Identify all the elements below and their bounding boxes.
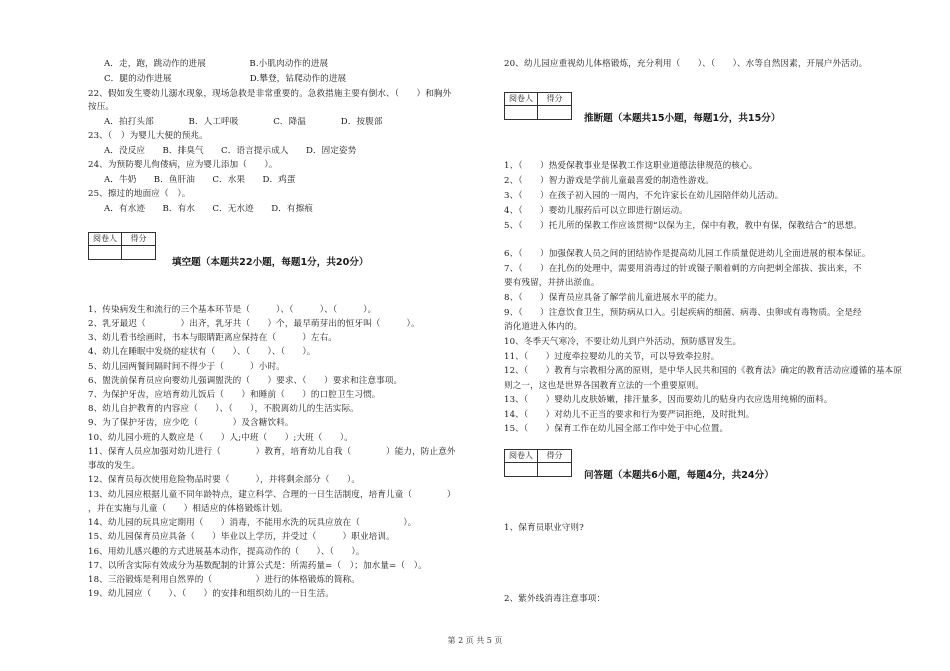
- option-line: A．有水迹 B．有水 C．无水迹 D．有擦痕: [104, 204, 313, 214]
- judge-item-cont: 要有残留，并挤出淤血。: [504, 278, 600, 288]
- judge-item: 3、（ ）在孩子初入园的一周内，不允许家长在幼儿园陪伴幼儿活动。: [504, 191, 784, 201]
- judge-item: 13、（ ）婴幼儿皮肤娇嫩，排汗量多，因而要幼儿的贴身内衣应选用纯棉的面料。: [504, 395, 833, 405]
- reviewer-label: 阅卷人: [89, 233, 122, 246]
- fill-item: 2、乳牙最迟（ ）出齐，乳牙共（ ）个，最早萌芽出的恒牙叫（ ）。: [88, 319, 420, 329]
- question-20: 20、幼儿园应重视幼儿体格锻炼，充分利用（ ）、（ ）、水等自然因素，开展户外活动。: [504, 59, 868, 69]
- qa-item: 1、保育员职业守则?: [504, 523, 584, 533]
- fill-item: 7、为保护牙齿，应培育幼儿饭后（ ）和睡前（ ）的口腔卫生习惯。: [88, 390, 381, 400]
- reviewer-cell: [505, 106, 538, 119]
- fill-item-cont: 事故的发生。: [88, 461, 141, 471]
- fill-item: 18、三浴锻炼是利用自然界的（ ）进行的体格锻炼的简称。: [88, 575, 360, 585]
- judge-item: 8、（ ）保育员应具备了解学前儿童进展水平的能力。: [504, 293, 723, 303]
- judge-item: 1、（ ）热爱保教事业是保教工作这职业道德法律规范的核心。: [504, 161, 758, 171]
- option-line: A．牛奶 B．鱼肝油 C．水果 D．鸡蛋: [104, 175, 296, 185]
- score-cell: [538, 106, 571, 119]
- question-23: 23、（ ）为婴儿大便的预兆。: [88, 131, 208, 141]
- page-footer: 第 2 页 共 5 页: [447, 636, 503, 645]
- judge-item: 12、（ ）教育与宗教相分离的原则，是中华人民共和国的《教育法》确定的教育活动应遵循的基本原: [504, 366, 903, 376]
- fill-item: 8、幼儿自护教育的内容应（ ）、（ ），不脱离幼儿的生活实际。: [88, 404, 359, 414]
- judge-item: 4、（ ）婴幼儿服药后可以立即进行剧运动。: [504, 206, 688, 216]
- score-box-judge: [504, 92, 572, 120]
- fill-item: 19、幼儿园应（ ）、（ ）的安排和组织幼儿的一日生活。: [88, 589, 334, 599]
- fill-item: 12、保育员每次使用危险物品时要（ ），并将剩余部分（ ）。: [88, 475, 361, 485]
- reviewer-label: 阅卷人: [505, 93, 538, 106]
- option-line: C．腿的动作进展 D.攀登，钻爬动作的进展: [104, 74, 347, 84]
- judge-item: 2、（ ）智力游戏是学前儿童最喜爱的制造性游戏。: [504, 176, 714, 186]
- fill-item: 11、保育人员应加强对幼儿进行（ ）教育，培育幼儿自我（ ）能力，防止意外: [88, 447, 456, 457]
- fill-item: 13、幼儿园应根据儿童不同年龄特点，建立科学、合理的一日生活制度，培育儿童（ ）: [88, 490, 456, 500]
- judge-item: 9、（ ）注意饮食卫生，预防病从口入。引起疾病的细菌、病毒、虫卵或有毒物质。全是经: [504, 308, 862, 318]
- fill-item-cont: ，并在实施与儿童（ ）相适应的体格锻炼计划。: [88, 504, 288, 514]
- section-title-fill: 填空题（本题共22小题，每题1分，共20分）: [172, 257, 369, 268]
- judge-item: 5、（ ）托儿所的保教工作应该贯彻“以保为主，保中有教，教中有保，保教结合”的思想。: [504, 221, 863, 231]
- option-line: A．走，跑，跳动作的进展 B.小肌肉动作的进展: [104, 59, 329, 69]
- fill-item: 1、传染病发生和流行的三个基本环节是（ ）、（ ）、（ ）。: [88, 305, 377, 315]
- reviewer-label: 阅卷人: [505, 450, 538, 463]
- reviewer-cell: [505, 463, 538, 476]
- judge-item: 6、（ ）加强保教人员之间的团结协作是提高幼儿园工作质量促进幼儿全面进展的根本保证。: [504, 249, 871, 259]
- question-24: 24、为预防婴儿佝偻病，应为婴儿添加（ ）。: [88, 160, 278, 170]
- section-title-qa: 问答题（本题共6小题，每题4分，共24分）: [584, 470, 774, 481]
- judge-item: 14、（ ）对幼儿不正当的要求和行为要严词拒绝，及时批判。: [504, 410, 755, 420]
- qa-item: 2、紫外线消毒注意事项：: [504, 594, 606, 604]
- fill-item: 17、以所含实际有效成分为基数配制的计算公式是：所需药量=（ ）；加水量=（ ）。: [88, 561, 427, 571]
- score-label: 得分: [538, 93, 571, 106]
- question-25: 25、擦过的地面应（ ）。: [88, 189, 191, 199]
- judge-item-cont: 消化道进入体内的。: [504, 322, 583, 332]
- fill-item: 5、幼儿园两餐间隔时间不得少于（ ）小时。: [88, 362, 285, 372]
- fill-item: 9、为了保护牙齿，应少吃（ ）及含糖饮料。: [88, 418, 294, 428]
- reviewer-cell: [89, 246, 122, 259]
- judge-item: 15、（ ）保育工作在幼儿园全部工作中处于中心位置。: [504, 424, 729, 434]
- score-cell: [538, 463, 571, 476]
- score-label: 得分: [538, 450, 571, 463]
- judge-item: 11、（ ）过度牵拉婴幼儿的关节，可以导致牵拉肘。: [504, 352, 720, 362]
- fill-item: 3、幼儿看书绘画时，书本与眼睛距离应保持在（ ）左右。: [88, 333, 337, 343]
- score-label: 得分: [122, 233, 155, 246]
- fill-item: 6、盥洗前保育员应向婴幼儿强调盥洗的（ ）要求、（ ）要求和注意事项。: [88, 376, 403, 386]
- judge-item-cont: 则之一，这也是世界各国教育立法的一个重要原则。: [504, 381, 704, 391]
- option-line: A．没反应 B．排臭气 C．语言提示成人 D．固定姿势: [104, 146, 357, 156]
- judge-item: 7、（ ）在扎伤的处理中，需要用消毒过的针或镊子顺着刺的方向把刺全部拔、拔出来，不: [504, 264, 862, 274]
- fill-item: 15、幼儿园保育员应具备（ ）毕业以上学历，并受过（ ）职业培训。: [88, 532, 395, 542]
- fill-item: 4、幼儿在睡眠中发烧的症状有（ ）、（ ）、（ ）。: [88, 347, 316, 357]
- fill-item: 10、幼儿园小班的人数应是（ ）人;中班（ ）;大班（ ）。: [88, 433, 353, 443]
- question-22-cont: 按压。: [88, 102, 115, 112]
- fill-item: 14、幼儿园的玩具应定期用（ ）消毒，不能用水洗的玩具应放在（ ）。: [88, 518, 417, 528]
- question-22: 22、假如发生婴幼儿溺水现象，现场急救是非常重要的。急救措施主要有倒水、（ ）和胸外: [88, 89, 452, 99]
- score-box-qa: [504, 449, 572, 477]
- score-box-fill: [88, 232, 156, 260]
- option-line: A．拍打头部 B．人工呼吸 C．降温 D．按腹部: [104, 117, 383, 127]
- section-title-judge: 推断题（本题共15小题，每题1分，共15分）: [584, 113, 781, 124]
- judge-item: 10、冬季天气寒冷，不要让幼儿到户外活动，预防感冒发生。: [504, 337, 742, 347]
- fill-item: 16、用幼儿感兴趣的方式进展基本动作，提高动作的（ ）、（ ）。: [88, 547, 365, 557]
- score-cell: [122, 246, 155, 259]
